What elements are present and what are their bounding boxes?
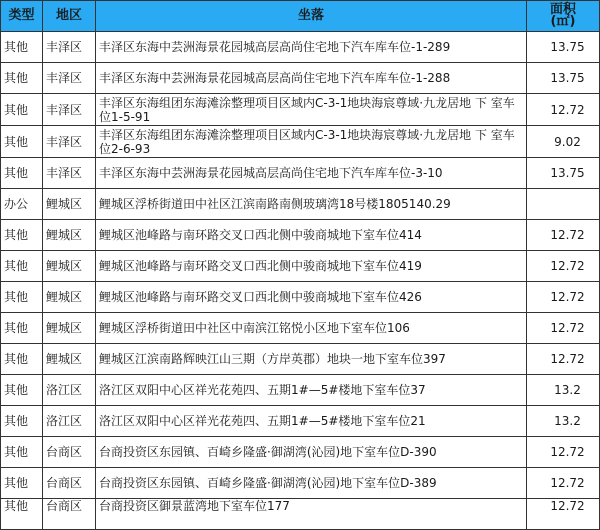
cell-district: 鲤城区 [43,282,96,313]
table-row [1,220,600,251]
cell-district: 洛江区 [43,406,96,437]
cell-type: 办公 [1,189,43,220]
cell-location: 丰泽区东海中芸洲海景花园城高层高尚住宅地下汽车库车位-1-288 [96,63,527,94]
cell-district: 鲤城区 [43,189,96,220]
cell-district: 鲤城区 [43,251,96,282]
cell-location: 洛江区双阳中心区祥光花苑四、五期1#—5#楼地下室车位37 [96,375,527,406]
cell-type: 其他 [1,282,43,313]
table-row [1,94,600,126]
cell-area: 13.75 [527,158,600,189]
cell-district: 丰泽区 [43,158,96,189]
cell-area: 12.72 [527,94,600,126]
cell-district: 丰泽区 [43,63,96,94]
cell-district: 丰泽区 [43,94,96,126]
cell-location: 丰泽区东海中芸洲海景花园城高层高尚住宅地下汽车库车位-1-289 [96,32,527,63]
cell-area [527,189,600,220]
cell-location: 台商投资区御景蓝湾地下室车位177 [96,499,527,530]
area-header-unit: (㎡) [550,14,576,29]
cell-district: 台商区 [43,437,96,468]
column-header-type: 类型 [1,1,43,32]
cell-type: 其他 [1,220,43,251]
cell-area: 12.72 [527,282,600,313]
cell-type: 其他 [1,126,43,158]
table-row [1,63,600,94]
table-row [1,375,600,406]
cell-district: 台商区 [43,499,96,530]
cell-location: 鲤城区浮桥街道田中社区中南滨江铭悦小区地下室车位106 [96,313,527,344]
cell-district: 鲤城区 [43,344,96,375]
cell-location: 鲤城区池峰路与南环路交叉口西北侧中骏商城地下室车位426 [96,282,527,313]
cell-type: 其他 [1,406,43,437]
table-row [1,313,600,344]
cell-area: 9.02 [527,126,600,158]
cell-type: 其他 [1,468,43,499]
cell-type: 其他 [1,32,43,63]
table-row [1,126,600,158]
cell-type: 其他 [1,94,43,126]
cell-area: 12.72 [527,499,600,530]
column-header-area [527,1,600,32]
cell-type: 其他 [1,437,43,468]
cell-location: 鲤城区浮桥街道田中社区江滨南路南侧玻璃湾18号楼1805140.29 [96,189,527,220]
column-header-location: 坐落 [96,1,527,32]
cell-district: 鲤城区 [43,313,96,344]
table-row [1,32,600,63]
column-header-district: 地区 [43,1,96,32]
table-row [1,189,600,220]
cell-area: 12.72 [527,437,600,468]
cell-district: 丰泽区 [43,126,96,158]
table-row [1,158,600,189]
cell-type: 其他 [1,375,43,406]
cell-location: 台商投资区东园镇、百崎乡隆盛·御湖湾(沁园)地下室车位D-389 [96,468,527,499]
cell-type: 其他 [1,344,43,375]
cell-district: 鲤城区 [43,220,96,251]
cell-type: 其他 [1,63,43,94]
table-row [1,406,600,437]
cell-district: 台商区 [43,468,96,499]
cell-location: 洛江区双阳中心区祥光花苑四、五期1#—5#楼地下室车位21 [96,406,527,437]
table-row [1,344,600,375]
table-row [1,251,600,282]
table-row [1,282,600,313]
cell-type: 其他 [1,251,43,282]
cell-type: 其他 [1,158,43,189]
cell-area: 13.2 [527,375,600,406]
cell-location: 鲤城区池峰路与南环路交叉口西北侧中骏商城地下室车位414 [96,220,527,251]
cell-area: 12.72 [527,313,600,344]
cell-location: 丰泽区东海组团东海滩涂整理项目区域内C-3-1地块海宸尊域·九龙居地 下 室车位1-5-91 [96,94,527,126]
cell-area: 12.72 [527,220,600,251]
cell-location: 鲤城区池峰路与南环路交叉口西北侧中骏商城地下室车位419 [96,251,527,282]
cell-area: 12.72 [527,251,600,282]
cell-type: 其他 [1,499,43,530]
cell-type: 其他 [1,313,43,344]
cell-location: 鲤城区江滨南路辉映江山三期（方岸英郡）地块一地下室车位397 [96,344,527,375]
table-row [1,437,600,468]
table-row [1,468,600,499]
cell-location: 台商投资区东园镇、百崎乡隆盛·御湖湾(沁园)地下室车位D-390 [96,437,527,468]
cell-location: 丰泽区东海中芸洲海景花园城高层高尚住宅地下汽车库车位-3-10 [96,158,527,189]
area-header-label: 面积 [549,2,576,17]
cell-location: 丰泽区东海组团东海滩涂整理项目区域内C-3-1地块海宸尊域·九龙居地 下 室车位2-6-93 [96,126,527,158]
cell-area: 12.72 [527,344,600,375]
cell-area: 13.75 [527,63,600,94]
cell-district: 丰泽区 [43,32,96,63]
cell-district: 洛江区 [43,375,96,406]
table-header-row [1,1,600,32]
cell-area: 13.2 [527,406,600,437]
cell-area: 12.72 [527,468,600,499]
table-row [1,499,600,530]
cell-area: 13.75 [527,32,600,63]
